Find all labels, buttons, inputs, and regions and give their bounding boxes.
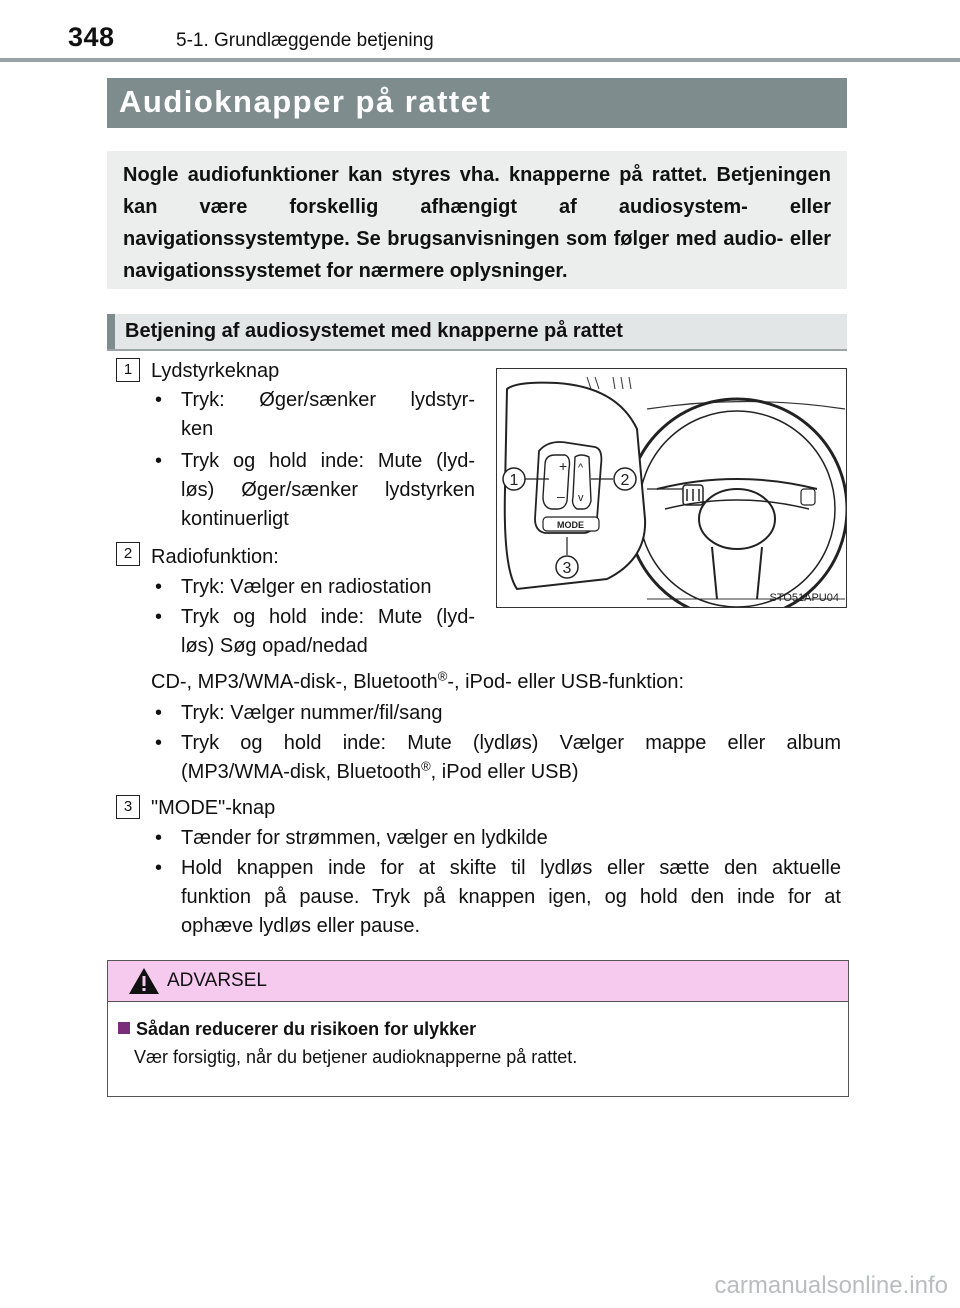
bullet-dot: • <box>155 576 163 598</box>
sub-heading-bar <box>107 314 115 350</box>
svg-text:v: v <box>578 492 584 504</box>
intro-box <box>107 151 847 289</box>
page-number: 348 <box>68 22 115 52</box>
bullet-line: Tænder for strømmen, vælger en lydkilde <box>181 827 548 849</box>
registered-mark: ® <box>421 758 431 774</box>
header-rule <box>0 58 960 62</box>
bullet-line: Tryk: Vælger nummer/fil/sang <box>181 702 443 724</box>
cd-label-post: -, iPod- eller USB-funktion: <box>447 671 685 693</box>
bullet-line: ken <box>181 418 214 440</box>
figure-mode-label: MODE <box>557 520 584 530</box>
callout-3: 3 <box>562 560 572 577</box>
cd-function-label <box>151 668 684 697</box>
watermark: carmanualsonline.info <box>714 1272 948 1299</box>
item-label: "MODE"-knap <box>151 797 276 819</box>
sub-heading-text: Betjening af audiosystemet med knapperne på rattet <box>125 320 623 342</box>
bullet-dot: • <box>155 827 163 849</box>
bullet-dot: • <box>155 389 163 411</box>
warning-heading <box>118 1019 476 1040</box>
svg-text:^: ^ <box>578 462 584 474</box>
title-bar <box>107 78 847 128</box>
bullet-dot: • <box>155 857 163 879</box>
bullet-line: Tryk og hold inde: Mute (lyd- <box>181 450 475 472</box>
bullet-line-post: , iPod eller USB) <box>430 761 579 783</box>
item-label: Lydstyrkeknap <box>151 360 280 382</box>
bullet-line-pre: (MP3/WMA-disk, Bluetooth <box>181 761 422 783</box>
warning-triangle-icon <box>128 967 160 1000</box>
intro-text: Nogle audiofunktioner kan styres vha. knapperne på rattet. Betjeningen kan være forskellig afhængigt af audiosystem- eller navigationssystemtype. Se brugsanvisningen som følger med audio- eller navigationssystemet for nærmere oplysninger. <box>123 164 831 282</box>
cd-label-pre: CD-, MP3/WMA-disk-, Bluetooth <box>151 671 438 693</box>
registered-mark: ® <box>437 668 448 684</box>
sub-heading-rule <box>107 349 847 351</box>
bullet-line <box>181 758 841 787</box>
bullet-line: løs) Øger/sænker lydstyrken <box>181 479 475 501</box>
svg-text:+: + <box>559 458 568 474</box>
warning-header <box>108 961 848 1002</box>
bullet-line: løs) Søg opad/nedad <box>181 635 368 657</box>
item-number-badge: 3 <box>116 795 140 819</box>
bullet-line: Tryk og hold inde: Mute (lyd- <box>181 606 475 628</box>
bullet-line: Tryk: Øger/sænker lydstyr- <box>181 389 475 411</box>
bullet-line: Tryk og hold inde: Mute (lydløs) Vælger mappe eller album <box>181 732 841 754</box>
steering-wheel-figure <box>496 368 847 608</box>
bullet-dot: • <box>155 450 163 472</box>
item-number-badge: 2 <box>116 542 140 566</box>
bullet-line: Hold knappen inde for at skifte til lydløs eller sætte den aktuelle <box>181 857 841 879</box>
bullet-line: Tryk: Vælger en radiostation <box>181 576 432 598</box>
bullet-line: kontinuerligt <box>181 508 289 530</box>
svg-text:–: – <box>557 488 565 504</box>
bullet-dot: • <box>155 732 163 754</box>
bullet-dot: • <box>155 606 163 628</box>
item-label: Radiofunktion: <box>151 546 279 568</box>
page-title: Audioknapper på rattet <box>119 84 492 119</box>
warning-box <box>107 960 849 1097</box>
sub-heading <box>107 314 847 350</box>
warning-heading-text: Sådan reducerer du risikoen for ulykker <box>136 1019 477 1039</box>
bullet-line: ophæve lydløs eller pause. <box>181 915 421 937</box>
bullet-line: funktion på pause. Tryk på knappen igen, og hold den inde for at <box>181 886 841 908</box>
figure-code: STO51APU04 <box>769 592 839 604</box>
steering-wheel-illustration <box>497 369 846 607</box>
section-title: 5-1. Grundlæggende betjening <box>176 30 434 51</box>
square-bullet-icon <box>118 1022 130 1034</box>
callout-2: 2 <box>620 472 630 489</box>
callout-1: 1 <box>509 472 519 489</box>
warning-text: Vær forsigtig, når du betjener audioknapperne på rattet. <box>134 1047 578 1067</box>
item-number-badge: 1 <box>116 358 140 382</box>
bullet-dot: • <box>155 702 163 724</box>
warning-label: ADVARSEL <box>167 970 267 991</box>
